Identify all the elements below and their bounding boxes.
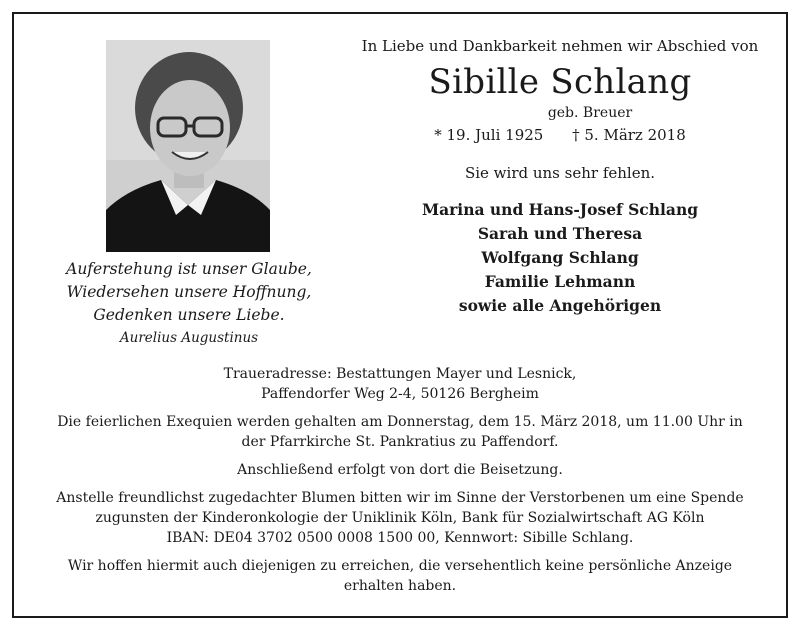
service-info (40, 412, 760, 452)
intro-text: In Liebe und Dankbarkeit nehmen wir Abschied von (361, 37, 759, 55)
portrait-photo (106, 40, 270, 252)
birth-name: geb. Breuer (547, 105, 633, 121)
donation-line: zugunsten der Kinderonkologie der Uniklinik Köln, Bank für Sozialwirtschaft AG Köln (95, 510, 705, 526)
donation-info (40, 488, 760, 548)
birth-date: * 19. Juli 1925 (434, 126, 544, 144)
quote-line: Wiedersehen unsere Hoffnung, (66, 283, 312, 301)
burial-info: Anschließend erfolgt von dort die Beisetzung. (237, 462, 563, 478)
quote-block (55, 258, 323, 349)
service-line: Die feierlichen Exequien werden gehalten am Donnerstag, dem 15. März 2018, um 11.00 Uhr in (57, 414, 743, 430)
address-line: Paffendorfer Weg 2-4, 50126 Bergheim (261, 386, 539, 402)
mourning-address (40, 364, 760, 404)
closing-line: Wir hoffen hiermit auch diejenigen zu erreichen, die versehentlich keine persönliche Anzeige (67, 558, 733, 574)
mourner-name: Marina und Hans-Josef Schlang (421, 200, 699, 219)
notice-header (330, 34, 790, 318)
mourner-name: Wolfgang Schlang (481, 248, 639, 267)
donation-line: IBAN: DE04 3702 0500 0008 1500 00, Kennwort: Sibille Schlang. (166, 530, 634, 546)
notice-details (40, 364, 760, 604)
donation-line: Anstelle freundlichst zugedachter Blumen bitten wir im Sinne der Verstorbenen um eine Spende (56, 490, 744, 506)
closing-line: erhalten haben. (343, 578, 457, 594)
missed-text: Sie wird uns sehr fehlen. (464, 164, 656, 182)
quote-line: Auferstehung ist unser Glaube, (66, 260, 312, 278)
closing-note (40, 556, 760, 596)
life-dates (330, 124, 790, 146)
service-line: der Pfarrkirche St. Pankratius zu Paffendorf. (241, 434, 559, 450)
mourner-name: Familie Lehmann (484, 272, 636, 291)
quote-line: Gedenken unsere Liebe. (93, 306, 285, 324)
mourners-list (330, 198, 790, 318)
mourner-name: sowie alle Angehörigen (458, 296, 662, 315)
quote-author: Aurelius Augustinus (119, 330, 259, 346)
portrait-image (106, 40, 270, 252)
mourner-name: Sarah und Theresa (477, 224, 643, 243)
death-date: † 5. März 2018 (572, 126, 686, 144)
deceased-name: Sibille Schlang (428, 62, 692, 102)
address-line: Traueradresse: Bestattungen Mayer und Lesnick, (223, 366, 577, 382)
